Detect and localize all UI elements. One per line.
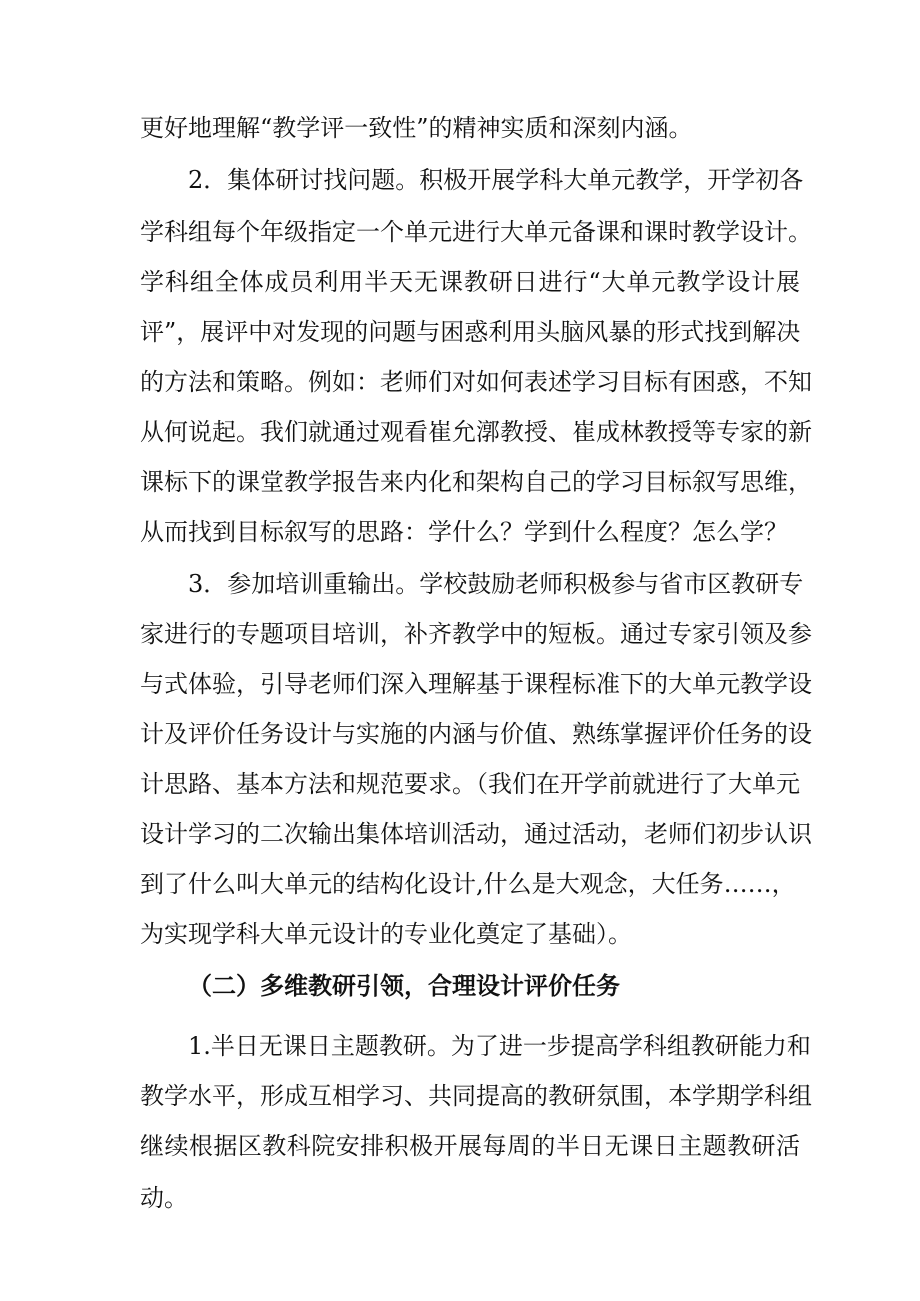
paragraph-line-7: 从何说起。我们就通过观看崔允漷教授、崔成林教授等专家的新 [140,418,812,446]
paragraph-line-2: 2．集体研讨找问题。积极开展学科大单元教学，开学初各 [188,166,804,194]
paragraph-line-14: 计思路、基本方法和规范要求。（我们在开学前就进行了大单元 [140,770,800,798]
paragraph-line-16: 到了什么叫大单元的结构化设计,什么是大观念，大任务……， [140,870,796,898]
paragraph-line-13: 计及评价任务设计与实施的内涵与价值、熟练掌握评价任务的设 [140,720,812,748]
paragraph-line-17: 为实现学科大单元设计的专业化奠定了基础）。 [140,920,632,948]
paragraph-line-9: 从而找到目标叙写的思路：学什么？学到什么程度？怎么学？ [140,518,788,546]
paragraph-line-11: 家进行的专题项目培训，补齐教学中的短板。通过专家引领及参 [140,620,812,648]
paragraph-line-6: 的方法和策略。例如：老师们对如何表述学习目标有困惑，不知 [140,368,812,396]
paragraph-line-4: 学科组全体成员利用半天无课教研日进行“大单元教学设计展 [140,268,800,296]
paragraph-line-1: 更好地理解“教学评一致性”的精神实质和深刻内涵。 [140,114,693,142]
paragraph-line-10: 3．参加培训重输出。学校鼓励老师积极参与省市区教研专 [188,570,804,598]
paragraph-line-19: 教学水平，形成互相学习、共同提高的教研氛围，本学期学科组 [140,1082,812,1110]
paragraph-line-3: 学科组每个年级指定一个单元进行大单元备课和课时教学设计。 [140,218,812,246]
paragraph-line-12: 与式体验，引导老师们深入理解基于课程标准下的大单元教学设 [140,670,812,698]
paragraph-line-21: 动。 [140,1184,188,1212]
paragraph-line-20: 继续根据区教科院安排积极开展每周的半日无课日主题教研活 [140,1132,800,1160]
paragraph-line-18: 1.半日无课日主题教研。为了进一步提高学科组教研能力和 [188,1032,811,1060]
paragraph-line-8: 课标下的课堂教学报告来内化和架构自己的学习目标叙写思维， [140,468,812,496]
paragraph-line-15: 设计学习的二次输出集体培训活动，通过活动，老师们初步认识 [140,820,812,848]
paragraph-line-5: 评”，展评中对发现的问题与困惑利用头脑风暴的形式找到解决 [140,318,801,346]
section-heading: （二）多维教研引领，合理设计评价任务 [188,972,620,1000]
